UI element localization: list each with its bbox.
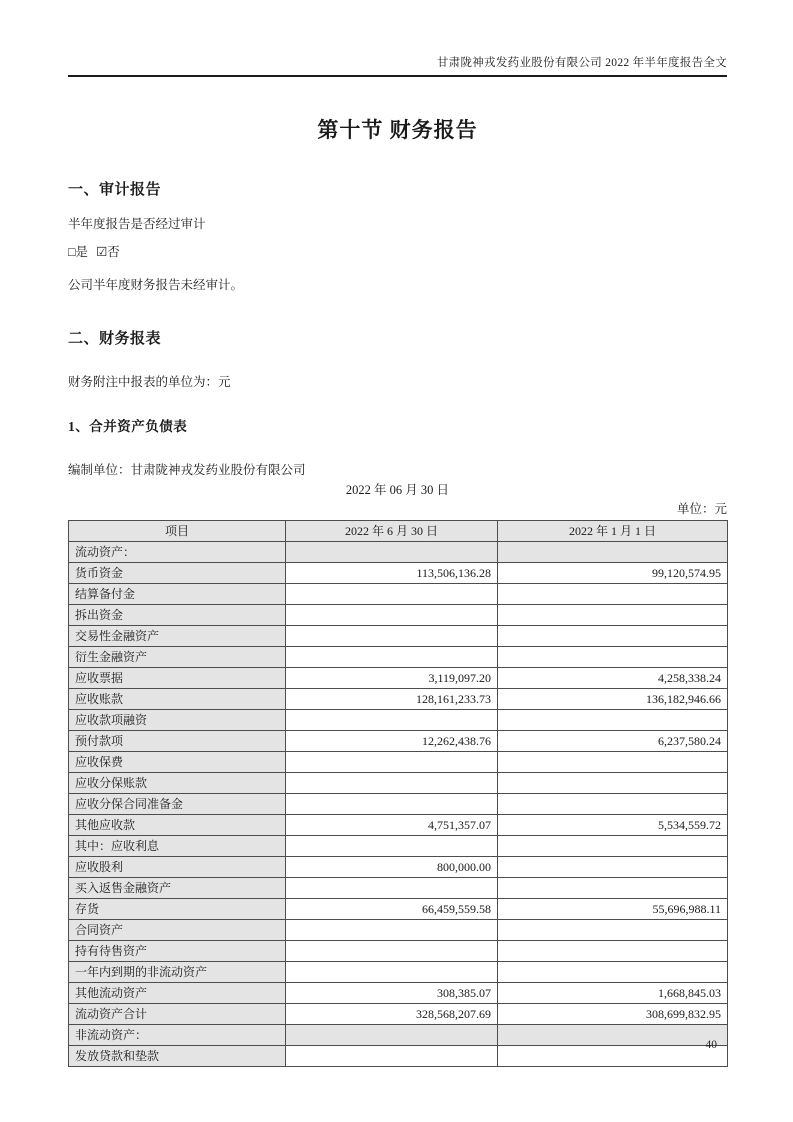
value-cell-jun30 [286,1025,498,1046]
value-cell-jun30 [286,920,498,941]
table-row [69,710,728,731]
item-cell: 衍生金融资产 [69,647,286,668]
unit-label: 单位：元 [676,502,727,516]
header-divider [68,75,727,77]
item-cell: 其他流动资产 [69,983,286,1004]
subsection-heading-balance-sheet: 1、合并资产负债表 [68,419,188,434]
item-cell: 持有待售资产 [69,941,286,962]
item-cell: 应收款项融资 [69,710,286,731]
value-cell-jan1 [498,836,728,857]
table-row [69,689,728,710]
value-cell-jan1 [498,773,728,794]
table-row [69,605,728,626]
value-cell-jan1 [498,857,728,878]
table-row [69,1004,728,1025]
value-cell-jan1 [498,626,728,647]
value-cell-jun30 [286,584,498,605]
table-row [69,878,728,899]
column-header-jan1: 2022 年 1 月 1 日 [498,521,728,542]
item-cell: 应收分保合同准备金 [69,794,286,815]
value-cell-jun30: 3,119,097.20 [286,668,498,689]
value-cell-jun30 [286,836,498,857]
item-cell: 应收票据 [69,668,286,689]
table-row [69,1025,728,1046]
item-cell: 应收股利 [69,857,286,878]
value-cell-jun30 [286,941,498,962]
value-cell-jun30: 113,506,136.28 [286,563,498,584]
table-row [69,962,728,983]
value-cell-jan1 [498,962,728,983]
table-row [69,941,728,962]
item-cell: 应收账款 [69,689,286,710]
audit-statement: 公司半年度财务报告未经审计。 [68,278,244,292]
page-number: 40 [705,1039,717,1051]
section-heading-audit-report: 一、审计报告 [68,182,162,198]
table-row [69,584,728,605]
column-header-item: 项目 [69,521,286,542]
statement-date: 2022 年 06 月 30 日 [345,483,450,497]
table-row [69,773,728,794]
balance-sheet-table [68,520,728,1067]
value-cell-jun30: 128,161,233.73 [286,689,498,710]
item-cell: 其中：应收利息 [69,836,286,857]
audit-checkbox-line [68,242,727,260]
table-row [69,836,728,857]
running-header: 甘肃陇神戎发药业股份有限公司 2022 年半年度报告全文 [436,57,727,69]
item-cell: 合同资产 [69,920,286,941]
value-cell-jun30 [286,626,498,647]
value-cell-jun30: 66,459,559.58 [286,899,498,920]
table-row [69,647,728,668]
value-cell-jan1: 136,182,946.66 [498,689,728,710]
value-cell-jan1 [498,584,728,605]
value-cell-jun30 [286,647,498,668]
item-cell: 发放贷款和垫款 [69,1046,286,1067]
value-cell-jun30 [286,962,498,983]
value-cell-jun30: 328,568,207.69 [286,1004,498,1025]
table-row [69,983,728,1004]
table-row [69,857,728,878]
section-heading-financial-statements: 二、财务报表 [68,331,162,347]
value-cell-jan1 [498,878,728,899]
value-cell-jan1 [498,752,728,773]
page-content [68,0,727,1067]
value-cell-jun30 [286,773,498,794]
item-cell: 买入返售金融资产 [69,878,286,899]
item-cell: 一年内到期的非流动资产 [69,962,286,983]
table-row [69,815,728,836]
value-cell-jun30 [286,752,498,773]
value-cell-jun30 [286,605,498,626]
table-row [69,668,728,689]
item-cell: 其他应收款 [69,815,286,836]
item-cell: 存货 [69,899,286,920]
item-cell: 流动资产合计 [69,1004,286,1025]
table-row [69,899,728,920]
value-cell-jan1: 6,237,580.24 [498,731,728,752]
value-cell-jan1: 4,258,338.24 [498,668,728,689]
table-row [69,1046,728,1067]
item-cell: 应收保费 [69,752,286,773]
value-cell-jan1: 55,696,988.11 [498,899,728,920]
table-row [69,794,728,815]
value-cell-jun30 [286,710,498,731]
value-cell-jan1 [498,1046,728,1067]
value-cell-jun30 [286,794,498,815]
prepared-by-line: 编制单位：甘肃陇神戎发药业股份有限公司 [68,463,306,477]
table-row [69,563,728,584]
value-cell-jan1 [498,920,728,941]
value-cell-jan1: 99,120,574.95 [498,563,728,584]
table-row [69,920,728,941]
audit-yes-checkbox: □是 [68,245,89,259]
item-cell: 非流动资产： [69,1025,286,1046]
item-cell: 结算备付金 [69,584,286,605]
value-cell-jun30: 308,385.07 [286,983,498,1004]
unit-note: 财务附注中报表的单位为：元 [68,375,231,389]
value-cell-jun30 [286,878,498,899]
value-cell-jan1: 1,668,845.03 [498,983,728,1004]
value-cell-jan1 [498,605,728,626]
value-cell-jun30 [286,1046,498,1067]
audit-question: 半年度报告是否经过审计 [68,217,206,231]
value-cell-jan1 [498,542,728,563]
value-cell-jun30: 800,000.00 [286,857,498,878]
table-header-row [69,521,728,542]
item-cell: 拆出资金 [69,605,286,626]
audit-no-checkbox: ☑否 [96,245,120,259]
value-cell-jan1: 308,699,832.95 [498,1004,728,1025]
item-cell: 货币资金 [69,563,286,584]
table-row [69,731,728,752]
page-title: 第十节 财务报告 [317,118,478,142]
column-header-jun30: 2022 年 6 月 30 日 [286,521,498,542]
table-row [69,542,728,563]
value-cell-jun30: 12,262,438.76 [286,731,498,752]
value-cell-jan1 [498,1025,728,1046]
value-cell-jun30: 4,751,357.07 [286,815,498,836]
value-cell-jan1 [498,794,728,815]
item-cell: 交易性金融资产 [69,626,286,647]
table-row [69,752,728,773]
item-cell: 应收分保账款 [69,773,286,794]
value-cell-jan1 [498,647,728,668]
value-cell-jan1: 5,534,559.72 [498,815,728,836]
table-row [69,626,728,647]
value-cell-jan1 [498,941,728,962]
item-cell: 预付款项 [69,731,286,752]
item-cell: 流动资产： [69,542,286,563]
value-cell-jun30 [286,542,498,563]
value-cell-jan1 [498,710,728,731]
